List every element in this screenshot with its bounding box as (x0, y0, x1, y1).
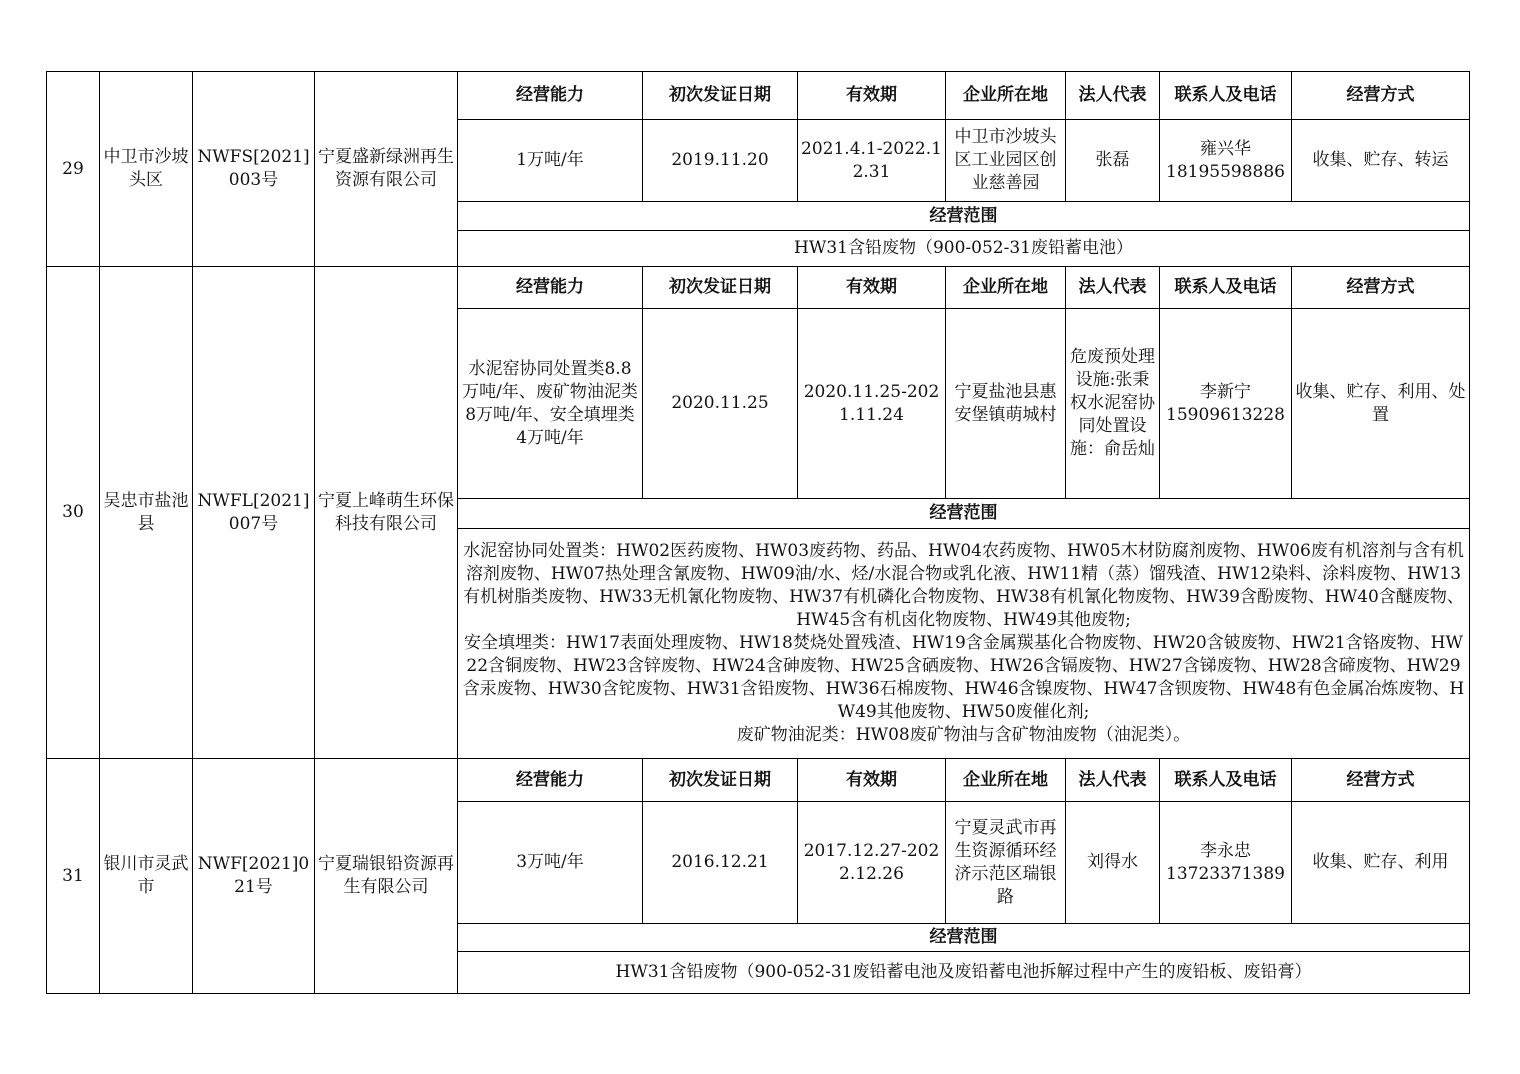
header-mode: 经营方式 (1292, 72, 1470, 120)
header-validity: 有效期 (798, 759, 946, 802)
header-legal-rep: 法人代表 (1066, 72, 1160, 120)
value-mode: 收集、贮存、转运 (1292, 120, 1470, 202)
value-validity: 2020.11.25-2021.11.24 (798, 309, 946, 499)
header-capacity: 经营能力 (458, 759, 643, 802)
record-30-header-row (47, 267, 1470, 309)
record-license: NWFS[2021]003号 (193, 72, 315, 267)
record-no: 31 (47, 759, 100, 994)
header-legal-rep: 法人代表 (1066, 267, 1160, 309)
value-capacity: 1万吨/年 (458, 120, 643, 202)
contact-phone: 15909613228 (1166, 404, 1285, 425)
contact-phone: 13723371389 (1166, 863, 1285, 884)
header-mode: 经营方式 (1292, 267, 1470, 309)
value-mode: 收集、贮存、利用、处置 (1292, 309, 1470, 499)
header-validity: 有效期 (798, 267, 946, 309)
scope-text (458, 231, 1470, 267)
header-contact: 联系人及电话 (1160, 759, 1292, 802)
record-no: 29 (47, 72, 100, 267)
header-contact: 联系人及电话 (1160, 72, 1292, 120)
record-company: 宁夏盛新绿洲再生资源有限公司 (315, 72, 458, 267)
value-first-issue-date: 2019.11.20 (643, 120, 798, 202)
header-location: 企业所在地 (946, 759, 1066, 802)
header-validity: 有效期 (798, 72, 946, 120)
value-validity: 2017.12.27-2022.12.26 (798, 802, 946, 924)
scope-line: HW31含铅废物（900-052-31废铅蓄电池） (794, 238, 1133, 258)
value-contact (1160, 309, 1292, 499)
value-legal-rep: 危废预处理设施:张秉权水泥窑协同处置设施：俞岳灿 (1066, 309, 1160, 499)
contact-name: 雍兴华 (1200, 138, 1251, 159)
record-no: 30 (47, 267, 100, 759)
record-region: 银川市灵武市 (100, 759, 193, 994)
contact-phone: 18195598886 (1166, 161, 1285, 182)
value-contact (1160, 802, 1292, 924)
record-31-header-row (47, 759, 1470, 802)
value-location: 宁夏盐池县惠安堡镇萌城村 (946, 309, 1066, 499)
value-capacity: 3万吨/年 (458, 802, 643, 924)
record-29-header-row (47, 72, 1470, 120)
value-location: 宁夏灵武市再生资源循环经济示范区瑞银路 (946, 802, 1066, 924)
value-first-issue-date: 2020.11.25 (643, 309, 798, 499)
permit-table (46, 71, 1470, 994)
header-capacity: 经营能力 (458, 267, 643, 309)
value-first-issue-date: 2016.12.21 (643, 802, 798, 924)
value-contact (1160, 120, 1292, 202)
record-company: 宁夏上峰萌生环保科技有限公司 (315, 267, 458, 759)
record-license: NWFL[2021]007号 (193, 267, 315, 759)
header-first-issue-date: 初次发证日期 (643, 267, 798, 309)
value-legal-rep: 刘得水 (1066, 802, 1160, 924)
header-first-issue-date: 初次发证日期 (643, 759, 798, 802)
value-mode: 收集、贮存、利用 (1292, 802, 1470, 924)
header-contact: 联系人及电话 (1160, 267, 1292, 309)
header-location: 企业所在地 (946, 72, 1066, 120)
scope-line: 水泥窑协同处置类：HW02医药废物、HW03废药物、药品、HW04农药废物、HW05木材防腐剂废物、HW06废有机溶剂与含有机溶剂废物、HW07热处理含氰废物、HW09油/水、烃/水混合物或乳化液、HW11精（蒸）馏残渣、HW12染料、涂料废物、HW13有机树脂类废物、HW33无机氰化物废物、HW37有机磷化合物废物、HW38有机氰化物废物、HW39含酚废物、HW40含醚废物、HW45含有机卤化物废物、HW49其他废物; (463, 541, 1464, 630)
header-capacity: 经营能力 (458, 72, 643, 120)
header-scope: 经营范围 (458, 499, 1470, 529)
header-legal-rep: 法人代表 (1066, 759, 1160, 802)
record-company: 宁夏瑞银铅资源再生有限公司 (315, 759, 458, 994)
header-scope: 经营范围 (458, 202, 1470, 231)
record-region: 吴忠市盐池县 (100, 267, 193, 759)
value-legal-rep: 张磊 (1066, 120, 1160, 202)
value-capacity: 水泥窑协同处置类8.8万吨/年、废矿物油泥类8万吨/年、安全填埋类4万吨/年 (458, 309, 643, 499)
scope-line: HW31含铅废物（900-052-31废铅蓄电池及废铅蓄电池拆解过程中产生的废铅板、废铅膏） (615, 962, 1312, 982)
header-first-issue-date: 初次发证日期 (643, 72, 798, 120)
scope-text (458, 952, 1470, 994)
value-location: 中卫市沙坡头区工业园区创业慈善园 (946, 120, 1066, 202)
header-location: 企业所在地 (946, 267, 1066, 309)
header-scope: 经营范围 (458, 924, 1470, 952)
value-validity: 2021.4.1-2022.12.31 (798, 120, 946, 202)
contact-name: 李新宁 (1200, 381, 1251, 402)
scope-line: 废矿物油泥类：HW08废矿物油与含矿物油废物（油泥类）。 (736, 725, 1191, 745)
scope-line: 安全填埋类：HW17表面处理废物、HW18焚烧处置残渣、HW19含金属羰基化合物废物、HW20含铍废物、HW21含铬废物、HW22含铜废物、HW23含锌废物、HW24含砷废物、HW25含硒废物、HW26含镉废物、HW27含锑废物、HW28含碲废物、HW29含汞废物、HW30含铊废物、HW31含铅废物、HW36石棉废物、HW46含镍废物、HW47含钡废物、HW48有色金属冶炼废物、HW49其他废物、HW50废催化剂; (462, 633, 1465, 722)
contact-name: 李永忠 (1200, 840, 1251, 861)
record-region: 中卫市沙坡头区 (100, 72, 193, 267)
scope-text (458, 529, 1470, 759)
record-license: NWF[2021]021号 (193, 759, 315, 994)
header-mode: 经营方式 (1292, 759, 1470, 802)
